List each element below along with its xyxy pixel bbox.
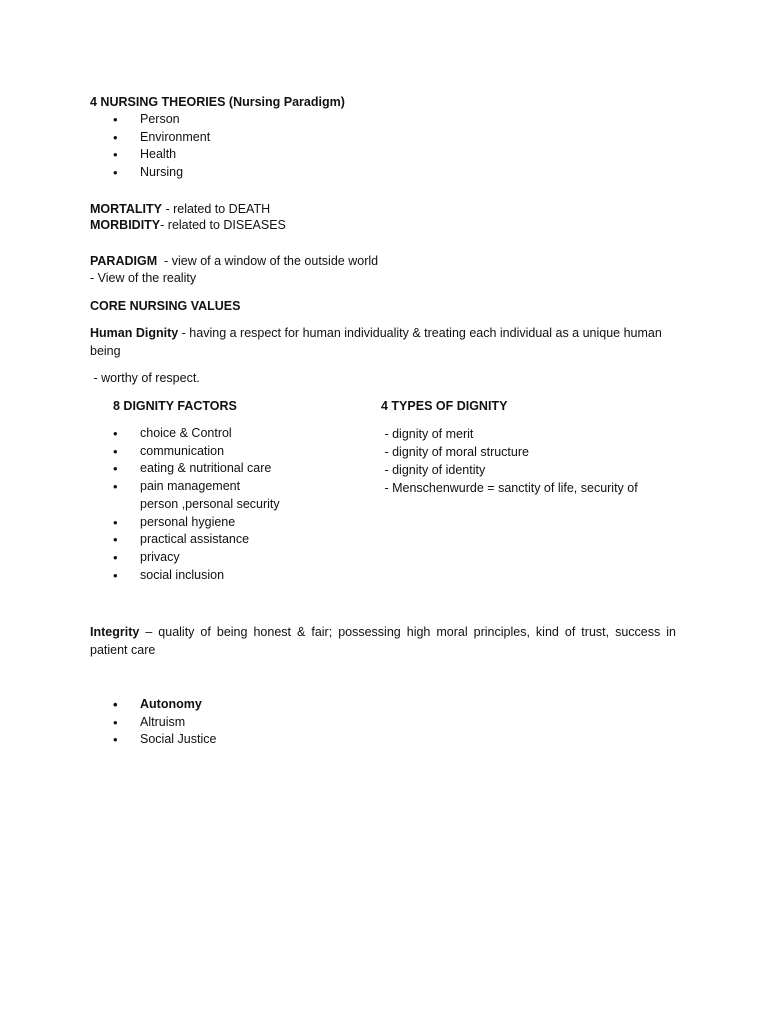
list-item	[113, 478, 280, 513]
mortality-term: MORTALITY	[90, 202, 162, 216]
integrity-def: – quality of being honest & fair; possessing high moral principles, kind of trust, success in patient care	[90, 625, 676, 657]
list-item: • eating & nutritional care	[113, 460, 280, 478]
values-list	[113, 696, 216, 749]
list-item: • personal hygiene	[113, 514, 280, 532]
list-item: • Nursing	[113, 164, 210, 182]
list-item-line: pain management	[140, 479, 241, 494]
dignity-type-item: - Menschenwurde = sanctity of life, security of	[381, 481, 638, 495]
human-dignity-extra: - worthy of respect.	[90, 371, 200, 385]
list-item: • Social Justice	[113, 731, 216, 749]
paradigm-line	[90, 252, 378, 270]
paradigm-line-2: - View of the reality	[90, 271, 197, 285]
human-dignity-def: - having a respect for human individuality & treating each individual as a unique human being	[90, 326, 662, 358]
list-item: • Altruism	[113, 714, 216, 732]
list-item: • choice & Control	[113, 425, 280, 443]
list-item: • practical assistance	[113, 531, 280, 549]
list-item: • communication	[113, 443, 280, 461]
list-item: • Autonomy	[113, 696, 216, 714]
list-item: • social inclusion	[113, 567, 280, 585]
list-item-line: person ,personal security	[140, 496, 280, 511]
types-of-dignity-title: 4 TYPES OF DIGNITY	[381, 399, 508, 413]
dignity-factors-title: 8 DIGNITY FACTORS	[113, 399, 237, 413]
morbidity-line	[90, 216, 286, 234]
dignity-type-item: - dignity of identity	[381, 463, 486, 477]
theories-list	[113, 111, 210, 182]
list-item: • Person	[113, 111, 210, 129]
list-item: • Health	[113, 146, 210, 164]
paradigm-term: PARADIGM	[90, 254, 158, 268]
dignity-type-item: - dignity of merit	[381, 427, 474, 441]
morbidity-term: MORBIDITY	[90, 218, 161, 232]
integrity-term: Integrity	[90, 625, 140, 639]
theories-title: 4 NURSING THEORIES (Nursing Paradigm)	[90, 95, 345, 109]
morbidity-def: - related to DISEASES	[160, 218, 286, 232]
human-dignity-term: Human Dignity	[90, 326, 179, 340]
core-values-title: CORE NURSING VALUES	[90, 299, 241, 313]
mortality-def: - related to DEATH	[161, 202, 271, 216]
human-dignity-paragraph	[90, 324, 678, 360]
paradigm-def: - view of a window of the outside world	[157, 254, 379, 268]
dignity-factors-list	[113, 425, 280, 584]
list-item: • Environment	[113, 129, 210, 147]
dignity-type-item: - dignity of moral structure	[381, 445, 529, 459]
integrity-paragraph	[90, 623, 676, 659]
list-item: • privacy	[113, 549, 280, 567]
